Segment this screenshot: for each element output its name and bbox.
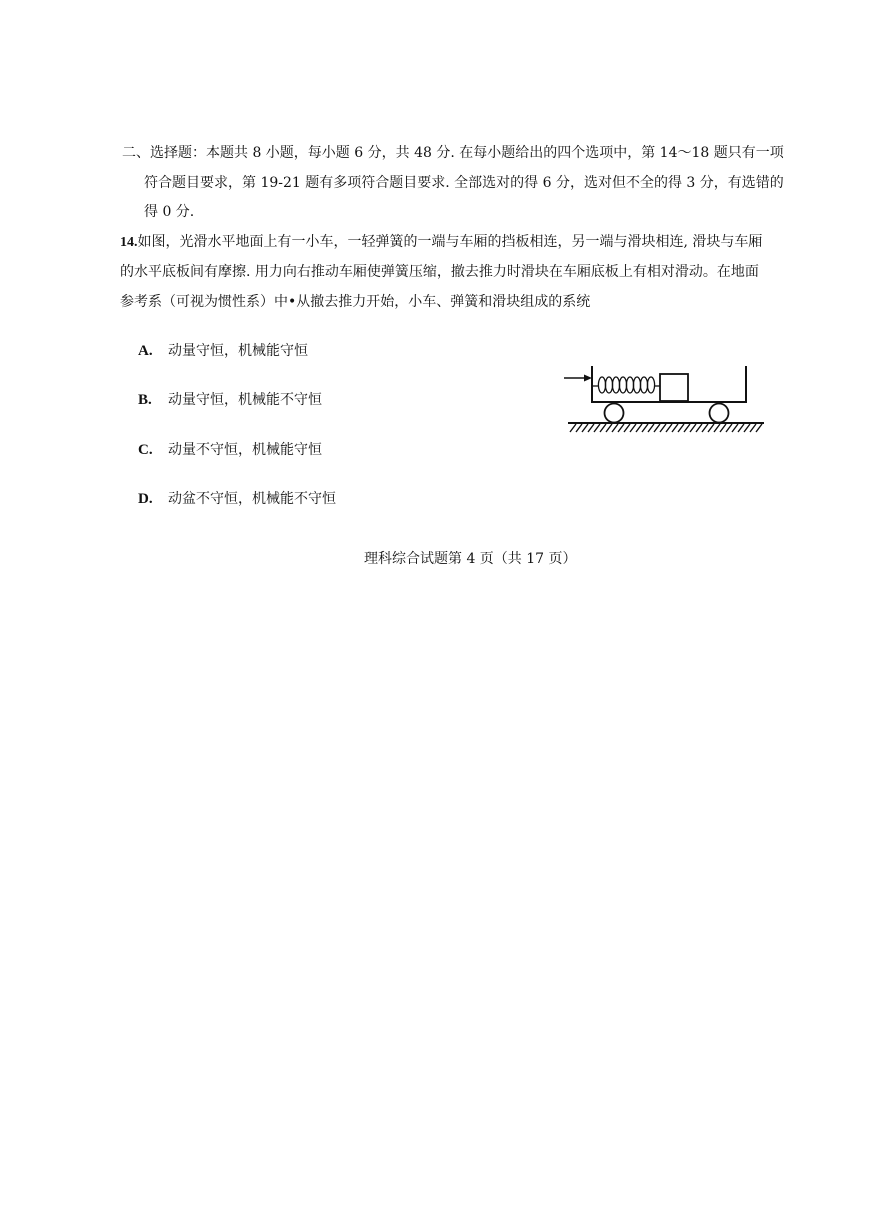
option-letter: D. — [138, 491, 153, 507]
option-a — [138, 341, 308, 361]
slider-block — [660, 374, 688, 401]
option-letter: C. — [138, 442, 153, 458]
question-line-1 — [120, 232, 762, 253]
cart-spring-figure — [562, 362, 766, 438]
section-line-2: 符合题目要求，第 19-21 题有多项符合题目要求. 全部选对的得 6 分，选对但不全的得 3 分，有选错的 — [144, 175, 784, 191]
ground — [568, 423, 764, 432]
option-text: 动量不守恒，机械能守恒 — [168, 442, 322, 458]
question-number: 14. — [120, 235, 138, 250]
section-line-1: 二、选择题：本题共 8 小题，每小题 6 分，共 48 分. 在每小题给出的四个选项中，第 14～18 题只有一项 — [122, 145, 784, 161]
option-text: 动量守恒，机械能不守恒 — [168, 392, 322, 408]
spring — [592, 377, 660, 393]
question-line-2: 的水平底板间有摩擦. 用力向右推动车厢使弹簧压缩，撤去推力时滑块在车厢底板上有相对滑动。在地面 — [120, 264, 759, 280]
page-footer: 理科综合试题第 4 页（共 17 页） — [364, 551, 577, 567]
question-text-1: 如图，光滑水平地面上有一小车，一轻弹簧的一端与车厢的挡板相连，另一端与滑块相连, 滑块与车厢 — [137, 234, 763, 250]
section-line-3: 得 0 分. — [144, 204, 195, 220]
option-d — [138, 489, 336, 509]
option-c — [138, 440, 322, 460]
wheels — [605, 404, 729, 423]
question-line-3: 参考系（可视为惯性系）中•从撤去推力开始，小车、弹簧和滑块组成的系统 — [120, 294, 591, 310]
option-letter: A. — [138, 343, 153, 359]
option-text: 动盆不守恒，机械能不守恒 — [168, 491, 336, 507]
option-b — [138, 390, 322, 410]
push-arrow — [564, 375, 592, 382]
option-letter: B. — [138, 392, 152, 408]
option-text: 动量守恒，机械能守恒 — [168, 343, 308, 359]
